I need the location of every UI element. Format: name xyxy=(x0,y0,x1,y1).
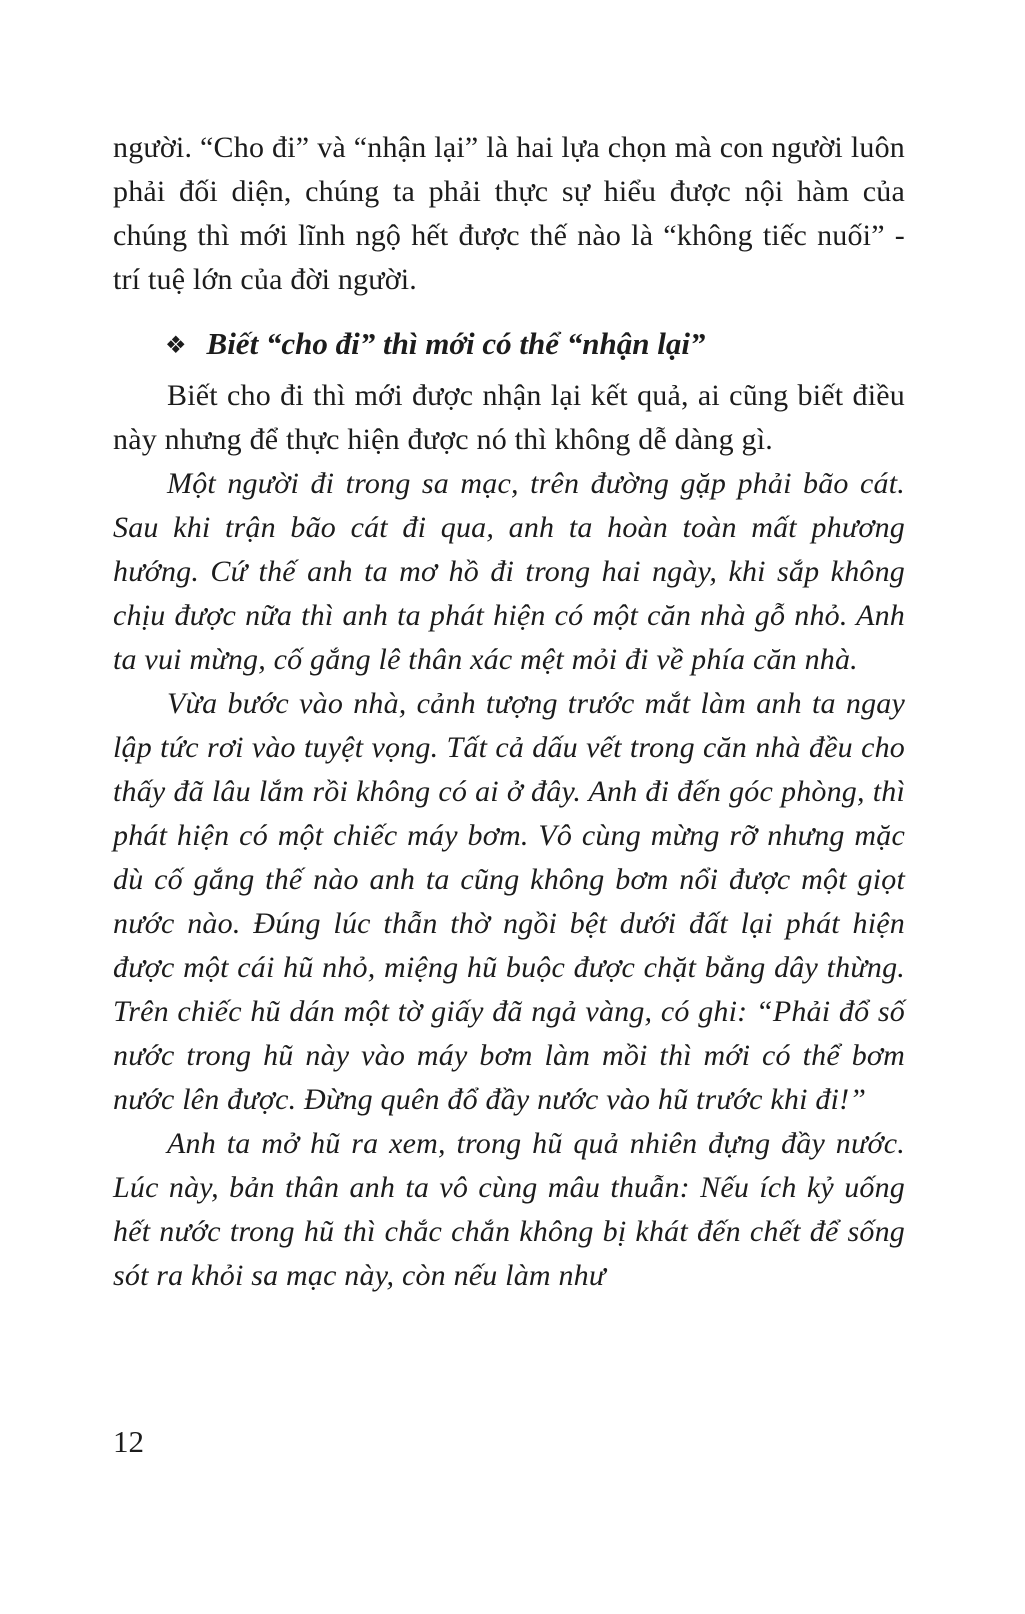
paragraph-intro: người. “Cho đi” và “nhận lại” là hai lựa chọn mà con người luôn phải đối diện, chúng ta phải thực sự hiểu được nội hàm của chúng thì mới lĩnh ngộ hết được thế nào là “không tiếc nuối” - trí tuệ lớn của đời người. xyxy=(113,131,905,296)
section-heading xyxy=(113,324,905,364)
story-paragraph: Anh ta mở hũ ra xem, trong hũ quả nhiên đựng đầy nước. Lúc này, bản thân anh ta vô cùng mâu thuẫn: Nếu ích kỷ uống hết nước trong hũ thì chắc chắn không bị khát đến chết để sống sót ra khỏi sa mạc này, còn nếu làm như xyxy=(113,1127,905,1292)
diamond-bullet-icon: ❖ xyxy=(165,333,187,359)
page-text-block xyxy=(113,126,905,1298)
story-paragraph: Vừa bước vào nhà, cảnh tượng trước mắt làm anh ta ngay lập tức rơi vào tuyệt vọng. Tất cả dấu vết trong căn nhà đều cho thấy đã lâu lắm rồi không có ai ở đây. Anh đi đến góc phòng, thì phát hiện có một chiếc máy bơm. Vô cùng mừng rỡ nhưng mặc dù cố gắng thế nào anh ta cũng không bơm nổi được một giọt nước nào. Đúng lúc thẫn thờ ngồi bệt dưới đất lại phát hiện được một cái hũ nhỏ, miệng hũ buộc được chặt bằng dây thừng. Trên chiếc hũ dán một tờ giấy đã ngả vàng, có ghi: “Phải đổ số nước trong hũ này vào máy bơm làm mồi thì mới có thể bơm nước lên được. Đừng quên đổ đầy nước vào hũ trước khi đi!” xyxy=(113,687,905,1116)
paragraph-body: Biết cho đi thì mới được nhận lại kết quả, ai cũng biết điều này nhưng để thực hiện được nó thì không dễ dàng gì. xyxy=(113,379,905,456)
section-heading-text: Biết “cho đi” thì mới có thể “nhận lại” xyxy=(206,326,706,361)
story-paragraph: Một người đi trong sa mạc, trên đường gặp phải bão cát. Sau khi trận bão cát đi qua, anh ta hoàn toàn mất phương hướng. Cứ thế anh ta mơ hồ đi trong hai ngày, khi sắp không chịu được nữa thì anh ta phát hiện có một căn nhà gỗ nhỏ. Anh ta vui mừng, cố gắng lê thân xác mệt mỏi đi về phía căn nhà. xyxy=(113,467,905,676)
page-number: 12 xyxy=(113,1424,144,1459)
